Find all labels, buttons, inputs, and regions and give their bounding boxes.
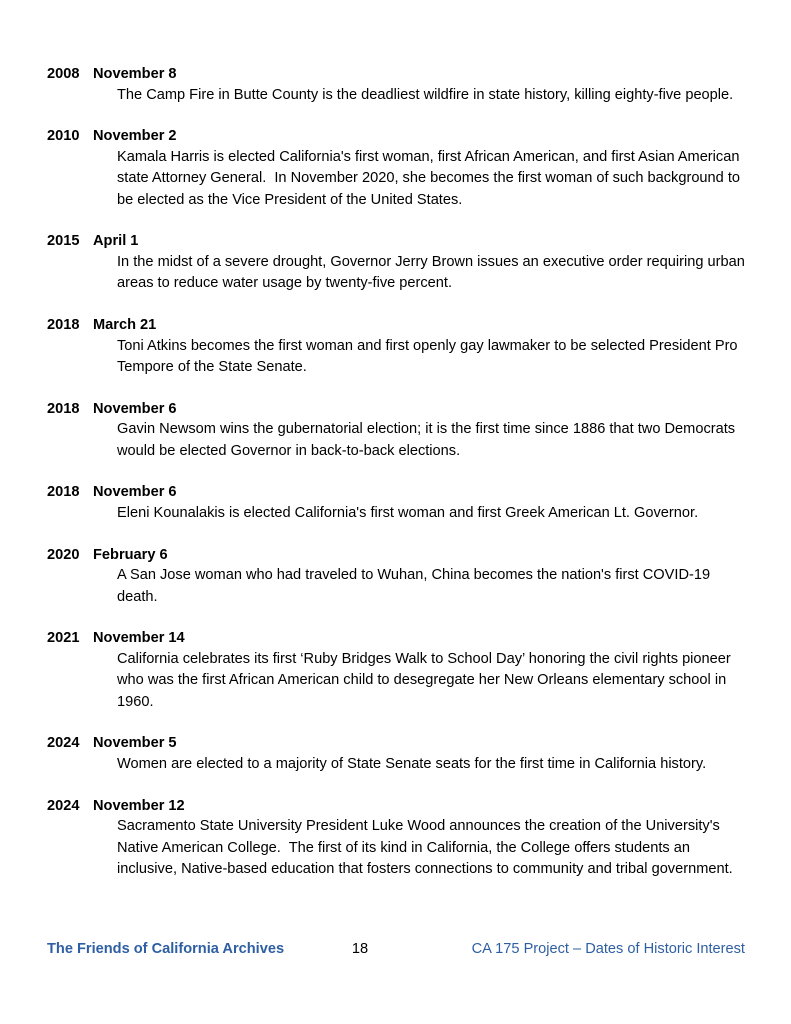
entry-heading — [47, 315, 745, 336]
entry-description: Women are elected to a majority of State Senate seats for the first time in California history. — [117, 755, 707, 772]
footer-project-title: CA 175 Project – Dates of Historic Interest — [471, 941, 745, 957]
timeline-entry-list — [47, 64, 749, 880]
timeline-entry — [47, 399, 745, 462]
entry-heading — [47, 482, 745, 503]
entry-year: 2018 — [47, 400, 80, 417]
footer-organization: The Friends of California Archives — [47, 941, 285, 957]
entry-date: February 6 — [93, 546, 168, 563]
timeline-entry — [47, 796, 745, 880]
entry-heading — [47, 628, 745, 649]
entry-year: 2018 — [47, 484, 80, 501]
entry-date: November 5 — [93, 735, 177, 752]
entry-date: March 21 — [93, 316, 157, 333]
entry-year: 2020 — [47, 546, 80, 563]
entry-description: Gavin Newsom wins the gubernatorial election; it is the first time since 1886 that two Democrats would be elected Governor in back-to-back elections. — [117, 421, 740, 459]
entry-description: California celebrates its first ‘Ruby Bridges Walk to School Day’ honoring the civil rights pioneer who was the first African American child to desegregate her New Orleans elementary school in 1960. — [117, 651, 735, 710]
entry-year: 2021 — [47, 630, 80, 647]
entry-year: 2015 — [47, 233, 80, 250]
entry-year: 2024 — [47, 735, 80, 752]
timeline-entry — [47, 545, 745, 608]
entry-date: April 1 — [93, 233, 139, 250]
entry-heading — [47, 733, 745, 754]
entry-year: 2008 — [47, 66, 80, 82]
entry-heading — [47, 126, 745, 147]
entry-date: November 6 — [93, 484, 177, 501]
entry-description: In the midst of a severe drought, Governor Jerry Brown issues an executive order requiring urban areas to reduce water usage by twenty-five percent. — [117, 254, 749, 292]
entry-description: A San Jose woman who had traveled to Wuhan, China becomes the nation's first COVID-19 death. — [117, 567, 715, 605]
entry-description: Kamala Harris is elected California's first woman, first African American, and first Asian American state Attorney General. In November 2020, she becomes the first woman of such background to be elected as the Vice President of the United States. — [117, 149, 745, 208]
entry-date: November 12 — [93, 797, 185, 814]
timeline-entry — [47, 628, 745, 712]
entry-date: November 6 — [93, 400, 177, 417]
entry-heading — [47, 399, 745, 420]
entry-description: Eleni Kounalakis is elected California's first woman and first Greek American Lt. Governor. — [117, 505, 699, 521]
entry-year: 2018 — [47, 316, 80, 333]
entry-date: November 14 — [93, 630, 185, 647]
entry-heading — [47, 64, 745, 85]
entry-year: 2024 — [47, 797, 80, 814]
timeline-entry — [47, 231, 749, 294]
timeline-entry — [47, 733, 745, 775]
timeline-entry — [47, 315, 745, 378]
entry-date: November 2 — [93, 128, 177, 145]
entry-description: Sacramento State University President Luke Wood announces the creation of the University's Native American College. The first of its kind in California, the College offers students an inclusive, Native-based education that fosters connections to community and tribal government. — [117, 818, 733, 877]
entry-heading — [47, 545, 745, 566]
timeline-entry — [47, 482, 745, 524]
entry-heading — [47, 796, 745, 817]
timeline-entry — [47, 126, 745, 210]
timeline-entry — [47, 64, 745, 106]
entry-date: November 8 — [93, 66, 177, 82]
entry-description: The Camp Fire in Butte County is the deadliest wildfire in state history, killing eighty-five people. — [117, 86, 734, 103]
footer-page-number: 18 — [351, 941, 369, 957]
entry-heading — [47, 231, 745, 252]
entry-description: Toni Atkins becomes the first woman and first openly gay lawmaker to be selected President Pro Tempore of the State Senate. — [117, 337, 742, 375]
entry-year: 2010 — [47, 128, 80, 145]
page-footer — [47, 941, 745, 963]
